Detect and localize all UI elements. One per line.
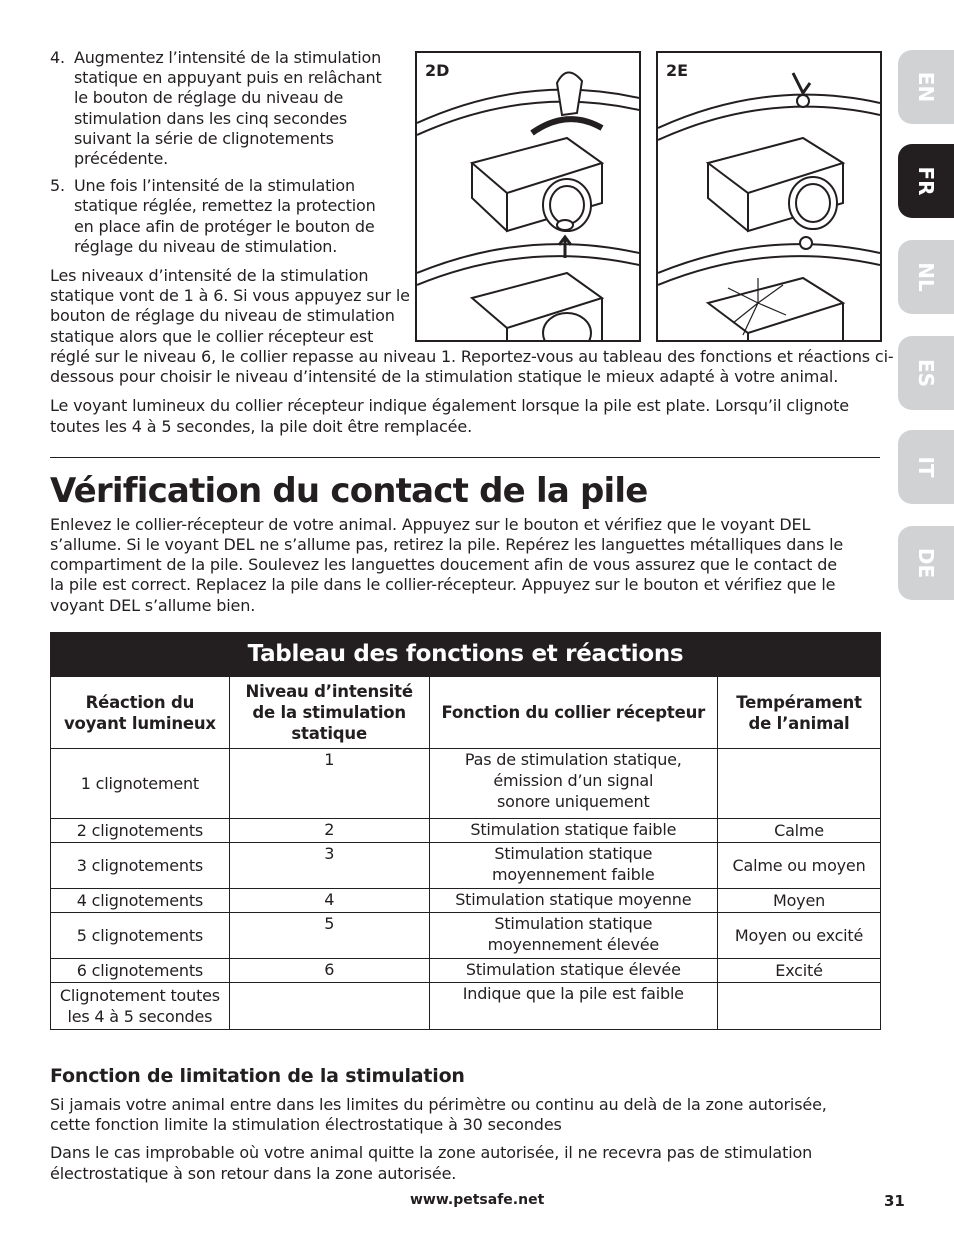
section-line: s’allume. Si le voyant DEL ne s’allume pas, retirez la pile. Repérez les languettes métalliques dans le	[50, 535, 844, 554]
table-row	[51, 843, 881, 889]
figure-2e	[656, 51, 882, 342]
limit-line: cette fonction limite la stimulation électrostatique à 30 secondes	[50, 1115, 562, 1134]
figure-label: 2D	[425, 61, 450, 80]
tab-en[interactable]: EN	[898, 50, 954, 124]
temperament-cell: Calme	[718, 819, 881, 843]
limit-line: Si jamais votre animal entre dans les limites du périmètre ou continu au delà de la zone autorisée,	[50, 1095, 827, 1114]
function-cell: Stimulation statique moyennement faible	[429, 843, 718, 889]
intro-line: statique alors que le collier récepteur est	[50, 327, 374, 346]
reaction-cell: 6 clignotements	[51, 959, 230, 983]
header-cell: Niveau d’intensité de la stimulation statique	[229, 677, 429, 749]
function-cell: Stimulation statique faible	[429, 819, 718, 843]
limit-line: Dans le cas improbable où votre animal quitte la zone autorisée, il ne recevra pas de stimulation	[50, 1143, 813, 1162]
header-cell: Fonction du collier récepteur	[429, 677, 718, 749]
collar-illustration	[658, 53, 880, 340]
battery-line: toutes les 4 à 5 secondes, la pile doit être remplacée.	[50, 417, 473, 436]
temperament-cell: Calme ou moyen	[718, 843, 881, 889]
step-text: Augmentez l’intensité de la stimulation statique en appuyant puis en relâchant le bouton de réglage du niveau de stimulation dans les cinq secondes suivant la série de clignotements précédente.	[74, 48, 382, 169]
reaction-cell: 4 clignotements	[51, 889, 230, 913]
reaction-cell: 1 clignotement	[51, 749, 230, 819]
header-cell: Réaction du voyant lumineux	[51, 677, 230, 749]
functions-table	[50, 676, 881, 1030]
table-header-row	[51, 677, 881, 749]
temperament-cell: Moyen	[718, 889, 881, 913]
table-row	[51, 749, 881, 819]
step-item	[50, 176, 395, 257]
function-cell: Stimulation statique moyennement élevée	[429, 913, 718, 959]
steps-list	[50, 48, 395, 264]
temperament-cell	[718, 983, 881, 1030]
reaction-cell: 5 clignotements	[51, 913, 230, 959]
function-cell: Pas de stimulation statique, émission d’un signal sonore uniquement	[429, 749, 718, 819]
level-cell: 2	[229, 819, 429, 843]
footer-url[interactable]: www.petsafe.net	[410, 1192, 545, 1208]
temperament-cell	[718, 749, 881, 819]
reaction-cell: 2 clignotements	[51, 819, 230, 843]
section-line: la pile est correct. Replacez la pile dans le collier-récepteur. Appuyez sur le bouton et vérifiez que le	[50, 575, 836, 594]
reaction-cell: 3 clignotements	[51, 843, 230, 889]
table-title: Tableau des fonctions et réactions	[50, 632, 881, 677]
step-text: Une fois l’intensité de la stimulation statique réglée, remettez la protection en place afin de protéger le bouton de réglage du niveau de stimulation.	[74, 176, 376, 256]
intro-line: bouton de réglage du niveau de stimulation	[50, 306, 395, 325]
function-cell: Indique que la pile est faible	[429, 983, 718, 1030]
level-cell: 3	[229, 843, 429, 889]
temperament-cell: Excité	[718, 959, 881, 983]
level-cell: 6	[229, 959, 429, 983]
intro-line: Les niveaux d’intensité de la stimulation	[50, 266, 369, 285]
tab-nl[interactable]: NL	[898, 240, 954, 314]
page-number: 31	[884, 1192, 905, 1210]
level-cell: 4	[229, 889, 429, 913]
level-cell: 1	[229, 749, 429, 819]
step-number: 4.	[50, 48, 65, 67]
function-cell: Stimulation statique élevée	[429, 959, 718, 983]
intro-line: réglé sur le niveau 6, le collier repasse au niveau 1. Reportez-vous au tableau des fonctions et réactions ci-	[50, 347, 894, 366]
header-cell: Tempérament de l’animal	[718, 677, 881, 749]
limit-title: Fonction de limitation de la stimulation	[50, 1065, 465, 1087]
step-number: 5.	[50, 176, 65, 196]
reaction-cell: Clignotement toutes les 4 à 5 secondes	[51, 983, 230, 1030]
tab-es[interactable]: ES	[898, 336, 954, 410]
table-row	[51, 819, 881, 843]
function-cell: Stimulation statique moyenne	[429, 889, 718, 913]
level-cell	[229, 983, 429, 1030]
battery-line: Le voyant lumineux du collier récepteur indique également lorsque la pile est plate. Lorsqu’il clignote	[50, 396, 849, 415]
temperament-cell: Moyen ou excité	[718, 913, 881, 959]
step-item	[50, 48, 395, 169]
limit-line: électrostatique à son retour dans la zone autorisée.	[50, 1164, 457, 1183]
figure-2d	[415, 51, 641, 342]
intro-line: dessous pour choisir le niveau d’intensité de la stimulation statique le mieux adapté à votre animal.	[50, 367, 839, 386]
level-cell: 5	[229, 913, 429, 959]
table-row	[51, 959, 881, 983]
tab-it[interactable]: IT	[898, 430, 954, 504]
figure-label: 2E	[666, 61, 689, 80]
intro-line: statique vont de 1 à 6. Si vous appuyez sur le	[50, 286, 410, 305]
section-line: compartiment de la pile. Soulevez les languettes doucement afin de vous assurez que le contact de	[50, 555, 837, 574]
section-divider	[50, 457, 880, 458]
tab-fr[interactable]: FR	[898, 144, 954, 218]
section-line: Enlevez le collier-récepteur de votre animal. Appuyez sur le bouton et vérifiez que le voyant DEL	[50, 515, 811, 534]
table-row	[51, 983, 881, 1030]
tab-de[interactable]: DE	[898, 526, 954, 600]
collar-illustration	[417, 53, 639, 340]
section-title: Vérification du contact de la pile	[50, 471, 648, 511]
section-line: voyant DEL s’allume bien.	[50, 596, 256, 615]
table-row	[51, 913, 881, 959]
table-row	[51, 889, 881, 913]
